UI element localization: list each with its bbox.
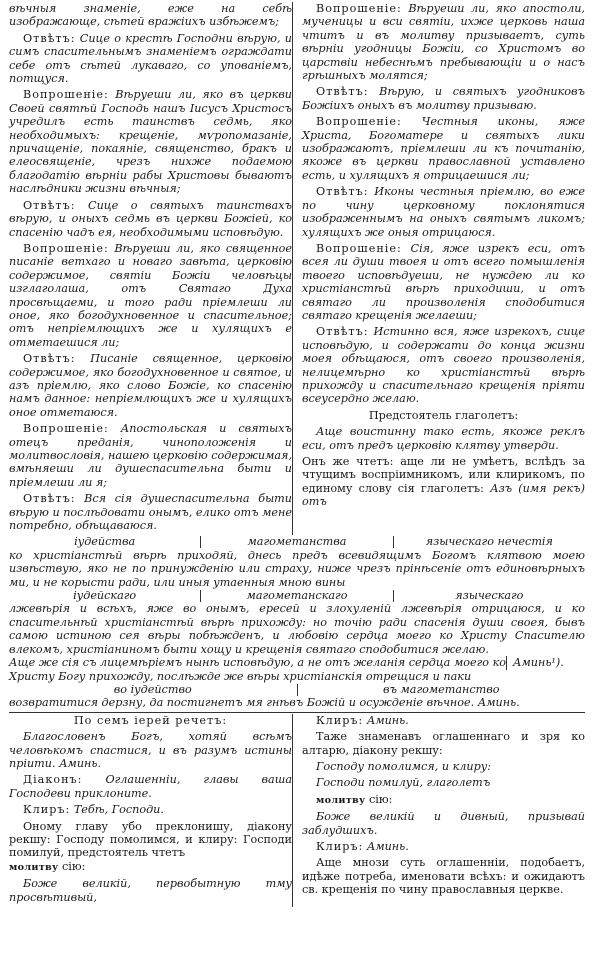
option-judaism: іудейства [74, 535, 136, 549]
options-row-1 [9, 535, 585, 548]
paragraph-text: Истинно вся, яже изрекохъ, сице исповѣдую, и содержати до конца жизни моея обѣщаюся, отъ своего произволенія, нелицемѣрно ко христіанстѣй вѣрѣ прихожду и спасительнаго крещенія пріяти всеусердно желаю. [302, 325, 585, 406]
priest-says-line: По семъ іерей речетъ: [73, 713, 228, 727]
paragraph-text: Писаніе священное, церковію содержимое, яко богодухновенное и святое, и азъ пріемлю, яко слово Божіе, ко спасенію намъ данное: непріемлющихъ же и хулящихъ оное отметаюся. [9, 352, 292, 419]
answer-paragraph [9, 199, 292, 239]
oath-part-1: ко христіанстѣй вѣрѣ приходяй, днесь предъ всевидящимъ Богомъ клятвою моею извѣствую, яко не по принужденію или страху, ниже чрезъ прінѣсеніе отъ единовѣрныхъ ми, и не корысти ради, или иныя утаенныя мною вины [9, 548, 585, 589]
option-into-judaism: во іудейство [113, 682, 192, 696]
left-column [9, 2, 292, 535]
deacon-text: Оглашенніи, главы ваша Господеви приклоните. [9, 773, 292, 800]
signing-rubric: Таже знаменавъ оглашеннаго и зря ко алтарю, діакону рекшу: [302, 730, 585, 757]
prayer-incipit-2: Боже великій и дивный, призывай заблудшихъ. [302, 810, 585, 837]
answer-label: Отвѣтъ: [23, 352, 76, 366]
clergy-label: Клиръ: [316, 713, 364, 727]
closing-rubric: Аще мнози суть оглашенніи, подобаетъ, идѣже потреба, именовати всѣхъ: и ожидаютъ св. крещенія по чину православныя церкве. [302, 856, 585, 897]
paragraph-text: Сія, яже изрекъ еси, отъ всея ли души твоея и отъ всего помышленія твоего исповѣдуеши, не нуждею ли ко христіанстѣй вѣрѣ приходиши, и отъ святаго ли произволенія сподобитися святаго крещенія желаеши; [302, 241, 585, 322]
paragraph-text: Вся сія душеспасительна быти вѣрую и послѣдовати онымъ, елико отъ мене потребно, обѣщаваюся. [9, 492, 293, 533]
clergy-label: Клиръ: [23, 803, 71, 817]
paragraph-text: Сице о крестѣ Господни вѣрую, и симъ спасительнымъ знаменіемъ ограждати себе отъ сѣтей лукаваго, со упованіемъ, потщуся. [9, 31, 293, 86]
answer-paragraph [302, 85, 585, 112]
option-pagan: языческаго [455, 589, 524, 603]
answer-label: Отвѣтъ: [23, 198, 76, 212]
clergy-amen-2: Аминь. [366, 839, 409, 853]
question-label: Вопрошеніе: [316, 241, 402, 255]
prayer-tail: сію: [369, 792, 393, 806]
clergy-amen-line [302, 714, 585, 727]
question-paragraph [9, 88, 292, 195]
answer-label: Отвѣтъ: [316, 85, 369, 99]
option-islam: магометанства [247, 535, 347, 549]
clergy-label: Клиръ: [316, 839, 364, 853]
paragraph-text: Апостольская и святыхъ отецъ преданія, чиноположенія и молитвословія, нашею церковію содержимая, вмѣняеши ли душеспасительна быти и пріемлеши ли я; [9, 422, 292, 489]
question-paragraph [9, 242, 292, 349]
question-label: Вопрошеніе: [23, 88, 109, 102]
clergy-amen-line-2 [302, 840, 585, 853]
paragraph-text: Вѣруеши ли, яко священное писаніе ветхаго и новаго завѣта, церковію содержимое, святіи Божіи человѣцы изглаголаша, отъ Святаго Духа просвѣщаеми, и того ради пріемлеши ли оное, яко богодухновенное и спасительное; отъ непріемлющихъ же и хулящихъ е отметаешися ли; [9, 241, 292, 349]
paragraph-text: Вѣруеши ли, яко въ церкви Своей святѣй Господь нашъ Іисусъ Христосъ учредилъ есть таинствъ седмь, яко необходимыхъ: крещеніе, мѵропомазаніе, причащеніе, покаяніе, священство, бракъ и елеосвященіе, чрезъ нихже подаемою благодатію вѣрніи рабы Христовы бываютъ наслѣдники жизни вѣчныя; [9, 88, 292, 196]
prayer-incipit: Боже великій, первобытную тму просвѣтивый, [9, 877, 292, 904]
bottom-two-columns [9, 714, 585, 907]
oath-part-4: возвратитися дерзну, да постигнетъ мя гнѣвъ Божій и осужденіе вѣчное. Аминь. [9, 696, 520, 710]
predstoyatel-line: Предстоятель глаголетъ: [368, 408, 519, 422]
oath-part-2: лжевѣрія и всѣхъ, яже во онымъ, ересей и злохуленій лжевѣрія отрицаюся, и ко спасительнѣй христіанстѣй вѣрѣ прихожду: но точію ради спасенія души своея, бывъ самою истиною сея вѣры побѣжденъ, и любовію сердца моего ко Христу Спасителю влекомъ, христіаниномъ быти хощу и крещенія святаго сподобитися желаю. [9, 602, 585, 656]
answer-paragraph [9, 32, 292, 86]
paragraph-text: Вѣруеши ли, яко апостоли, мученицы и вси святіи, ихже церковь наша чтитъ и въ молитву призываетъ, суть вѣрніи угодницы Божіи, со Христомъ во царствіи небеснѣмъ пребывающіи и о насъ грѣшныхъ молятся; [302, 2, 585, 83]
right-column [293, 2, 585, 535]
section-rule [9, 712, 585, 713]
paragraph-text: вѣчныя знаменіе, еже на себѣ изображающе, сѣтей вражіихъ избѣжемъ; [9, 2, 292, 29]
paragraph-text: Сице о святыхъ таинствахъ вѣрую, и оныхъ седмь въ церкви Божіей, ко спасенію чадъ ея, необходимыми исповѣдую. [9, 198, 292, 239]
question-label: Вопрошеніе: [23, 422, 109, 436]
options-row-2 [9, 589, 585, 602]
options-row-3 [9, 683, 585, 696]
question-paragraph [302, 2, 585, 82]
on-zhe-tail: Азъ (имя рекъ) отъ [302, 481, 586, 509]
continued-text [9, 2, 292, 29]
top-two-columns [9, 2, 585, 535]
paragraph-text: Иконы честныя пріемлю, во еже по чину церковному поклонятися изображеннымъ на оныхъ святымъ ликомъ; хулящихъ же оныя отрицаюся. [302, 185, 586, 239]
predstoyatel-text: Аще воистинну тако есть, якоже реклъ еси, отъ предъ церковію клятву утверди. [302, 425, 585, 452]
option-paganism: языческаго нечестія [425, 535, 553, 549]
deacon-label: Діаконъ: [23, 773, 83, 787]
question-label: Вопрошеніе: [316, 2, 402, 15]
clergy-amen: Аминь. [366, 713, 409, 727]
question-label: Вопрошеніе: [23, 241, 109, 255]
answer-paragraph [9, 492, 292, 532]
let-us-pray: Господу помолимся, и клиру: [316, 759, 492, 773]
oath-row-3 [9, 656, 585, 683]
on-zhe-paragraph [302, 455, 585, 509]
lord-have-mercy-text: Господи помилуй, глаголетъ [316, 776, 491, 790]
deacon-line [9, 773, 292, 800]
answer-paragraph [302, 325, 585, 405]
paragraph-text: Честныя иконы, яже Христа, Богоматере и святыхъ лики изображаютъ, пріемлеши ли къ почитанію, якоже въ церкви православной уставлено есть, и хулящихъ я отрицаешися ли; [302, 115, 585, 182]
answer-label: Отвѣтъ: [23, 31, 76, 45]
prayer-word: молитву [9, 861, 59, 873]
question-paragraph [9, 422, 292, 489]
rubric-paragraph [9, 820, 292, 875]
on-zhe-text: Онъ же чтетъ: аще ли не умѣетъ, вслѣдъ за чтущимъ воспріимникомъ, или клирикомъ, по единому слову сія глаголетъ: [302, 455, 585, 495]
clergy-line [9, 803, 292, 816]
amen-footnote: Аминь¹). [506, 656, 585, 669]
question-label: Вопрошеніе: [316, 115, 402, 129]
answer-paragraph [9, 352, 292, 419]
option-islamic: магометанскаго [246, 589, 348, 603]
oath-part-3: Аще же сія съ лицемѣріемъ нынѣ исповѣдую, а не отъ желанія сердца моего ко Христу Богу прихожду, послѣжде же вѣры христіанскія отрещися и паки [9, 656, 506, 683]
paragraph-text: Вѣрую, и святыхъ угодниковъ Божіихъ оныхъ въ молитву призываю. [302, 85, 585, 112]
rubric-text: Оному главу убо преклонишу, діакону рекшу: Господу помолимся, и клиру: Господи помилуй, предстоятель чтетъ [9, 819, 292, 860]
right-qa-list [302, 2, 585, 406]
answer-label: Отвѣтъ: [316, 185, 369, 199]
answer-paragraph [302, 185, 585, 239]
question-paragraph [302, 242, 585, 322]
option-into-islam: въ магометанство [382, 682, 500, 696]
clergy-text: Тебѣ, Господи. [73, 803, 164, 817]
option-judaic: іудейскаго [73, 589, 137, 603]
answer-label: Отвѣтъ: [316, 325, 369, 339]
prayer-word: молитву [316, 794, 366, 806]
prayer-label-line [302, 793, 585, 807]
lord-have-mercy [302, 776, 585, 789]
prayer-tail: сію: [62, 859, 86, 873]
bottom-right-column [293, 714, 585, 907]
bottom-left-column [9, 714, 292, 907]
question-paragraph [302, 115, 585, 182]
answer-label: Отвѣтъ: [23, 492, 76, 506]
blessing-text: Благословенъ Богъ, хотяй всѣмъ человѣкомъ спастися, и въ разумъ истины пріити. Аминь. [9, 730, 292, 770]
